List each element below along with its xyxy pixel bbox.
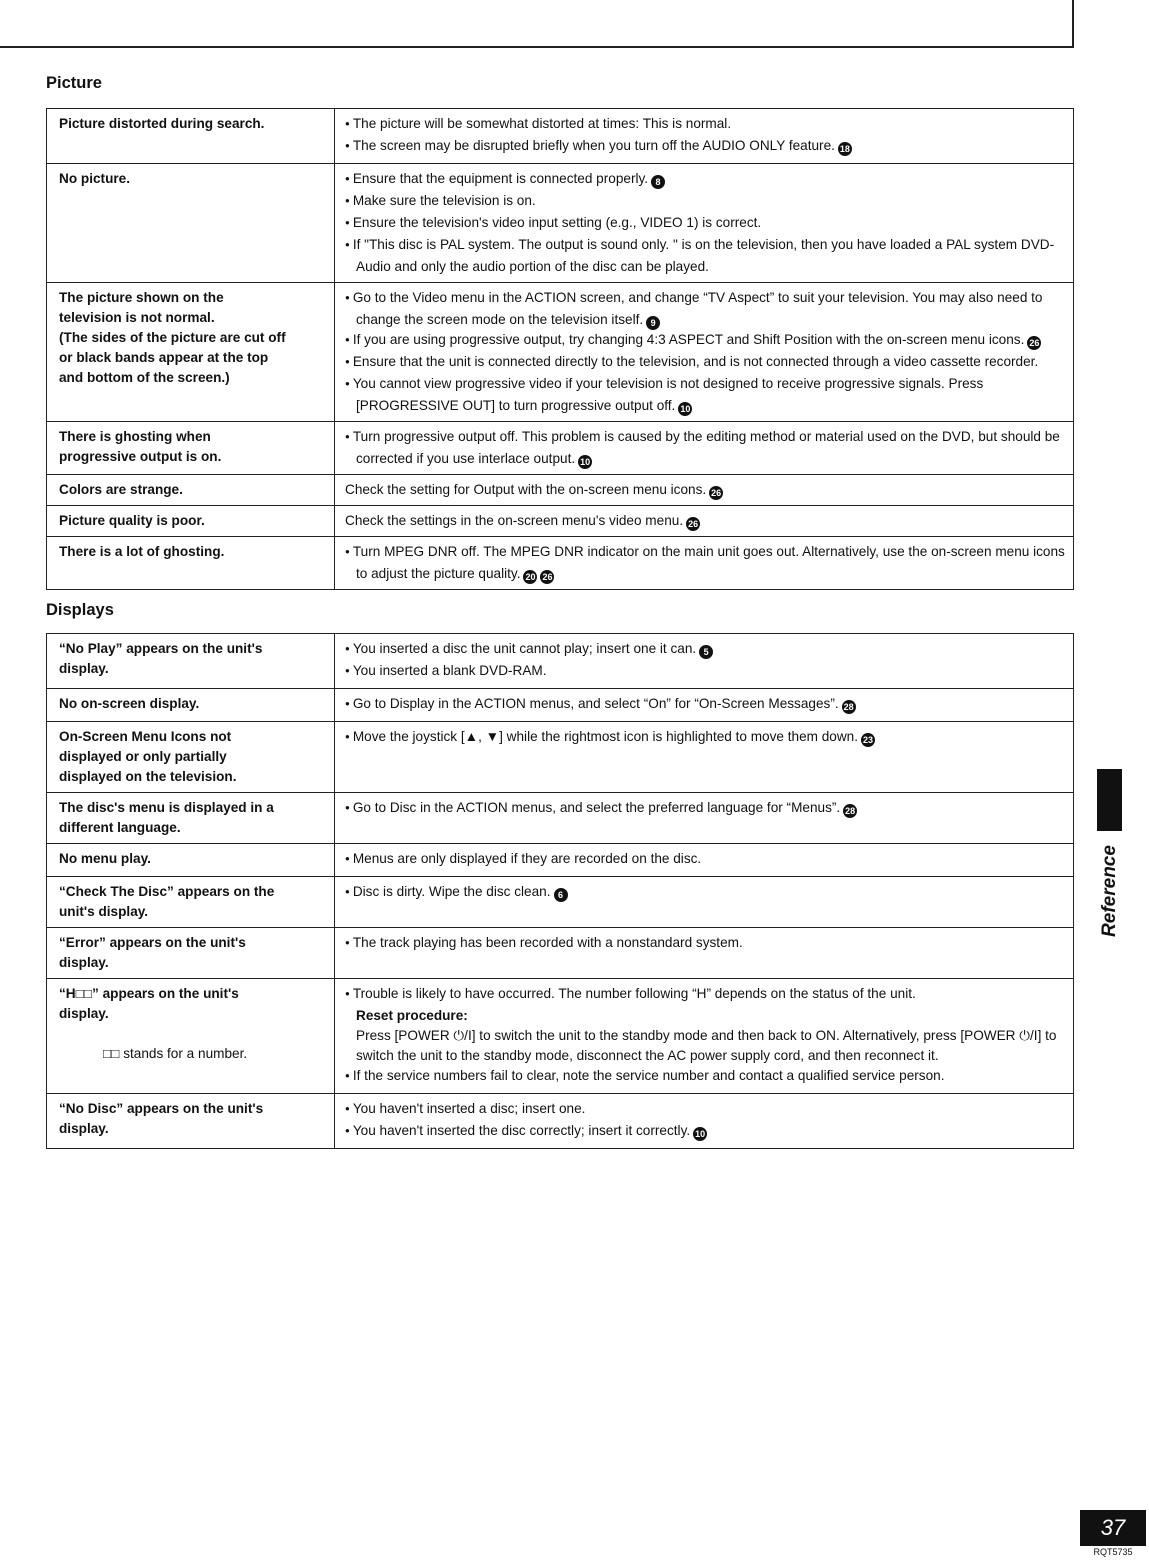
symptom-cell bbox=[47, 422, 335, 475]
picture-table-body bbox=[47, 109, 1074, 590]
solution-text: Go to the Video menu in the ACTION screen, and change “TV Aspect” to suit your television. You may also need to change the screen mode on the television itself. bbox=[352, 290, 1043, 327]
symptom-note: □□ stands for a number. bbox=[103, 1046, 248, 1061]
solution-text: Turn progressive output off. This problem is caused by the editing method or material used on the DVD, but should be corrected if you use interlace output. bbox=[352, 429, 1060, 466]
page-reference-icon: 5 bbox=[699, 645, 713, 659]
bullet-icon bbox=[345, 237, 353, 252]
solution-cell bbox=[335, 506, 1074, 537]
symptom-text: The disc's menu is displayed in a different language. bbox=[59, 800, 274, 835]
bullet-icon bbox=[345, 290, 353, 305]
symptom-cell bbox=[47, 979, 335, 1094]
symptom-cell bbox=[47, 1094, 335, 1149]
page-number: 37 bbox=[1080, 1510, 1146, 1546]
solution-cell bbox=[335, 283, 1074, 422]
page-reference-icon: 10 bbox=[580, 457, 591, 467]
solution-text: If you are using progressive output, try changing 4:3 ASPECT and Shift Position with the on-screen menu icons. bbox=[352, 332, 1025, 347]
page-reference-icon: 28 bbox=[845, 806, 856, 816]
solution-cell bbox=[335, 109, 1074, 164]
solution-cell bbox=[335, 422, 1074, 475]
top-border-line bbox=[0, 46, 1074, 48]
table-row bbox=[47, 109, 1074, 164]
symptom-text: Picture quality is poor. bbox=[59, 513, 205, 528]
solution-line bbox=[345, 169, 1065, 191]
symptom-text: The picture shown on the television is not normal. (The sides of the picture are cut off or black bands appear at the top and bottom of the screen.) bbox=[59, 290, 286, 385]
page-reference-icon: 9 bbox=[646, 316, 660, 330]
solution-line bbox=[345, 882, 1065, 904]
table-row bbox=[47, 722, 1074, 793]
page-reference-icon: 10 bbox=[695, 1129, 706, 1139]
solution-line bbox=[345, 798, 1065, 820]
solution-text: Make sure the television is on. bbox=[352, 193, 536, 208]
table-row bbox=[47, 979, 1074, 1094]
solution-text: You cannot view progressive video if your television is not designed to receive progressive signals. Press [PROGRESSIVE OUT] to turn progressive output off. bbox=[352, 376, 984, 413]
table-row bbox=[47, 506, 1074, 537]
solution-text: The picture will be somewhat distorted at times: This is normal. bbox=[352, 116, 732, 131]
solution-text: Ensure the television's video input setting (e.g., VIDEO 1) is correct. bbox=[352, 215, 762, 230]
symptom-text: “No Disc” appears on the unit's display. bbox=[59, 1101, 264, 1136]
symptom-text: “H□□” appears on the unit's display. bbox=[59, 986, 239, 1021]
solution-text: The screen may be disrupted briefly when you turn off the AUDIO ONLY feature. bbox=[352, 138, 835, 153]
symptom-text: “No Play” appears on the unit's display. bbox=[59, 641, 263, 676]
solution-line bbox=[345, 1121, 1065, 1143]
solution-text: You inserted a disc the unit cannot play; insert one it can. bbox=[352, 641, 697, 656]
symptom-cell bbox=[47, 283, 335, 422]
symptom-cell bbox=[47, 928, 335, 979]
bullet-icon bbox=[345, 354, 353, 369]
solution-line bbox=[345, 639, 1065, 661]
page-reference-icon: 10 bbox=[680, 404, 691, 414]
solution-line bbox=[345, 727, 1065, 749]
solution-text: Press [POWER ⏻/I] to switch the unit to the standby mode and then back to ON. Alternatively, press [POWER ⏻/I] to switch the unit to the standby mode, disconnect the AC power supply cord, and then reconnect it. bbox=[356, 1028, 1057, 1063]
picture-section-title: Picture bbox=[46, 74, 102, 92]
solution-text: If "This disc is PAL system. The output is sound only. " is on the television, then you have loaded a PAL system DVD-Audio and only the audio portion of the disc can be played. bbox=[352, 237, 1055, 274]
solution-line bbox=[345, 352, 1065, 374]
symptom-cell bbox=[47, 475, 335, 506]
solution-text: Menus are only displayed if they are recorded on the disc. bbox=[352, 851, 702, 866]
displays-section-title: Displays bbox=[46, 601, 114, 619]
bullet-icon bbox=[345, 986, 353, 1001]
solution-text: Move the joystick [▲, ▼] while the rightmost icon is highlighted to move them down. bbox=[352, 729, 859, 744]
displays-table-body bbox=[47, 634, 1074, 1149]
symptom-text: No picture. bbox=[59, 171, 130, 186]
solution-line bbox=[345, 542, 1065, 584]
solution-line bbox=[345, 427, 1065, 469]
solution-line bbox=[345, 235, 1065, 277]
bullet-icon bbox=[345, 171, 353, 186]
bullet-icon bbox=[345, 1101, 353, 1116]
bullet-icon bbox=[345, 935, 353, 950]
page-reference-icon: 26 bbox=[542, 572, 553, 582]
symptom-text: There is a lot of ghosting. bbox=[59, 544, 225, 559]
solution-cell bbox=[335, 475, 1074, 506]
bullet-icon bbox=[345, 884, 353, 899]
solution-line bbox=[345, 288, 1065, 330]
symptom-cell bbox=[47, 164, 335, 283]
side-section-tab bbox=[1097, 769, 1122, 831]
page-reference-icon: 26 bbox=[688, 519, 699, 529]
solution-line bbox=[345, 933, 1065, 955]
solution-line bbox=[345, 374, 1065, 416]
bullet-icon bbox=[345, 663, 353, 678]
bullet-icon bbox=[345, 1123, 353, 1138]
solution-text: Trouble is likely to have occurred. The number following “H” depends on the status of the unit. bbox=[352, 986, 916, 1001]
solution-cell bbox=[335, 979, 1074, 1094]
symptom-cell bbox=[47, 109, 335, 164]
solution-text: Ensure that the unit is connected directly to the television, and is not connected through a video cassette recorder. bbox=[352, 354, 1039, 369]
symptom-cell bbox=[47, 722, 335, 793]
solution-cell bbox=[335, 164, 1074, 283]
bullet-icon bbox=[345, 215, 353, 230]
table-row bbox=[47, 689, 1074, 722]
solution-cell bbox=[335, 844, 1074, 877]
solution-text: You haven't inserted the disc correctly; insert it correctly. bbox=[352, 1123, 691, 1138]
bullet-icon bbox=[345, 138, 353, 153]
side-section-label: Reference bbox=[1099, 845, 1120, 937]
solution-line bbox=[345, 213, 1065, 235]
solution-text: Go to Display in the ACTION menus, and select “On” for “On-Screen Messages”. bbox=[352, 696, 839, 711]
symptom-cell bbox=[47, 506, 335, 537]
solution-cell bbox=[335, 877, 1074, 928]
bullet-icon bbox=[345, 544, 353, 559]
symptom-cell bbox=[47, 689, 335, 722]
solution-line bbox=[345, 136, 1065, 158]
solution-text: The track playing has been recorded with a nonstandard system. bbox=[352, 935, 743, 950]
page-reference-icon: 18 bbox=[839, 144, 850, 154]
bullet-icon bbox=[345, 193, 353, 208]
solution-line bbox=[345, 1006, 1065, 1026]
page-reference-icon: 26 bbox=[1029, 338, 1040, 348]
table-row bbox=[47, 537, 1074, 590]
top-border-corner bbox=[1072, 0, 1074, 48]
symptom-text: There is ghosting when progressive output is on. bbox=[59, 429, 222, 464]
bullet-icon bbox=[345, 1068, 353, 1083]
solution-text: You inserted a blank DVD-RAM. bbox=[352, 663, 547, 678]
symptom-cell bbox=[47, 844, 335, 877]
symptom-cell bbox=[47, 537, 335, 590]
picture-troubleshooting-table bbox=[46, 108, 1074, 590]
bullet-icon bbox=[345, 729, 353, 744]
bullet-icon bbox=[345, 116, 353, 131]
solution-cell bbox=[335, 634, 1074, 689]
solution-text: Check the settings in the on-screen menu's video menu. bbox=[345, 513, 684, 528]
solution-line bbox=[345, 511, 1065, 531]
solution-text: Disc is dirty. Wipe the disc clean. bbox=[352, 884, 551, 899]
solution-line bbox=[345, 694, 1065, 716]
solution-text: Reset procedure: bbox=[356, 1008, 468, 1023]
page-reference-icon: 28 bbox=[843, 702, 854, 712]
page-reference-icon: 20 bbox=[525, 572, 536, 582]
solution-cell bbox=[335, 793, 1074, 844]
bullet-icon bbox=[345, 641, 353, 656]
symptom-text: “Error” appears on the unit's display. bbox=[59, 935, 246, 970]
symptom-text: Colors are strange. bbox=[59, 482, 183, 497]
table-row bbox=[47, 164, 1074, 283]
solution-line bbox=[345, 191, 1065, 213]
table-row bbox=[47, 283, 1074, 422]
table-row bbox=[47, 877, 1074, 928]
solution-text: Go to Disc in the ACTION menus, and select the preferred language for “Menus”. bbox=[352, 800, 841, 815]
table-row bbox=[47, 422, 1074, 475]
solution-line bbox=[345, 1066, 1065, 1088]
symptom-text: “Check The Disc” appears on the unit's display. bbox=[59, 884, 275, 919]
bullet-icon bbox=[345, 376, 353, 391]
table-row bbox=[47, 1094, 1074, 1149]
solution-text: You haven't inserted a disc; insert one. bbox=[352, 1101, 586, 1116]
table-row bbox=[47, 634, 1074, 689]
bullet-icon bbox=[345, 800, 353, 815]
page-reference-icon: 23 bbox=[863, 735, 874, 745]
bullet-icon bbox=[345, 332, 353, 347]
solution-line bbox=[345, 984, 1065, 1006]
solution-cell bbox=[335, 537, 1074, 590]
table-row bbox=[47, 475, 1074, 506]
page-reference-icon: 6 bbox=[554, 888, 568, 902]
solution-line bbox=[345, 661, 1065, 683]
bullet-icon bbox=[345, 851, 353, 866]
symptom-text: Picture distorted during search. bbox=[59, 116, 265, 131]
table-row bbox=[47, 928, 1074, 979]
symptom-cell bbox=[47, 793, 335, 844]
symptom-text: On-Screen Menu Icons not displayed or only partially displayed on the television. bbox=[59, 729, 237, 784]
symptom-text: No menu play. bbox=[59, 851, 151, 866]
solution-line bbox=[345, 114, 1065, 136]
solution-cell bbox=[335, 928, 1074, 979]
table-row bbox=[47, 844, 1074, 877]
solution-line bbox=[345, 1026, 1065, 1066]
solution-cell bbox=[335, 1094, 1074, 1149]
solution-line bbox=[345, 1099, 1065, 1121]
page-reference-icon: 8 bbox=[651, 175, 665, 189]
solution-cell bbox=[335, 689, 1074, 722]
solution-text: If the service numbers fail to clear, note the service number and contact a qualified service person. bbox=[352, 1068, 945, 1083]
solution-cell bbox=[335, 722, 1074, 793]
bullet-icon bbox=[345, 429, 353, 444]
table-row bbox=[47, 793, 1074, 844]
solution-text: Check the setting for Output with the on-screen menu icons. bbox=[345, 482, 707, 497]
displays-troubleshooting-table bbox=[46, 633, 1074, 1149]
bullet-icon bbox=[345, 696, 353, 711]
symptom-cell bbox=[47, 877, 335, 928]
model-code: RQT5735 bbox=[1093, 1547, 1133, 1557]
page-reference-icon: 26 bbox=[711, 488, 722, 498]
symptom-cell bbox=[47, 634, 335, 689]
solution-line bbox=[345, 480, 1065, 500]
solution-text: Turn MPEG DNR off. The MPEG DNR indicator on the main unit goes out. Alternatively, use the on-screen menu icons to adjust the picture quality. bbox=[352, 544, 1065, 581]
solution-text: Ensure that the equipment is connected properly. bbox=[352, 171, 649, 186]
solution-line bbox=[345, 330, 1065, 352]
solution-line bbox=[345, 849, 1065, 871]
symptom-text: No on-screen display. bbox=[59, 696, 200, 711]
